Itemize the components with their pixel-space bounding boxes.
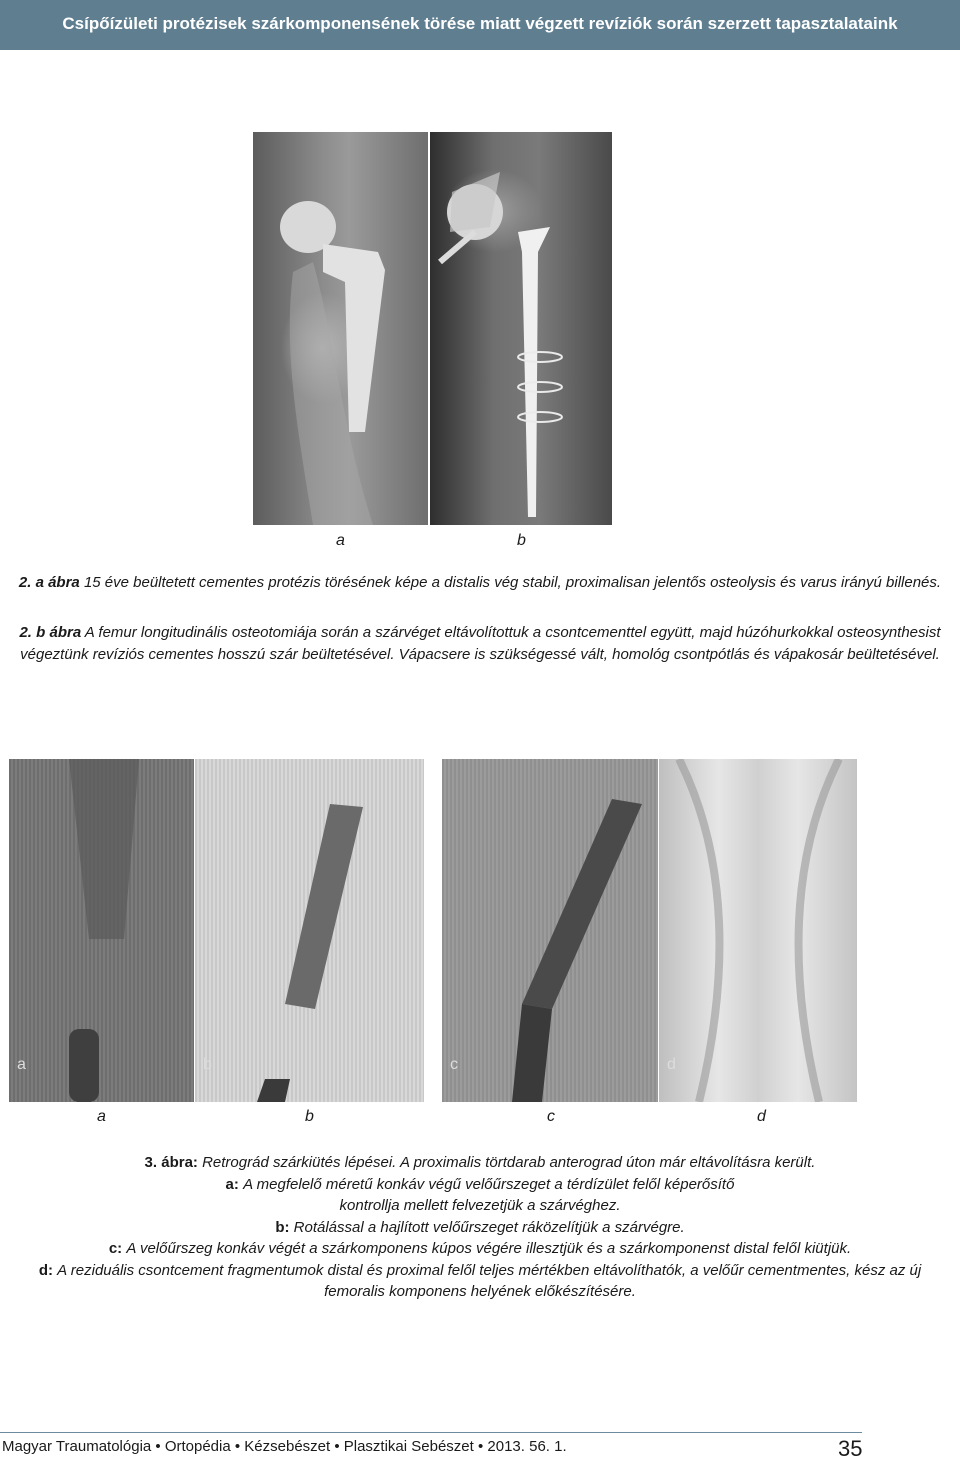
- running-header-title: Csípőízületi protézisek szárkomponensének törése miatt végzett revíziók során szerzett tapasztalataink: [62, 14, 898, 33]
- running-header: [0, 0, 960, 50]
- caption-text: A femur longitudinális osteotomiája során a szárvéget eltávolítottuk a csontcementtel együtt, majd húzóhurkokkal osteosynthesist végeztünk revíziós cementes hosszú szár beültetésével. Vápacsere is szükségessé vált, homológ csontpótlás és vápakosár beültetésével.: [20, 624, 941, 663]
- figure-3a-xray: [9, 759, 194, 1102]
- caption-item-text: Rotálással a hajlított velőűrszeget ráközelítjük a szárvégre.: [293, 1219, 685, 1236]
- figure-3-panel-label: c: [547, 1108, 555, 1125]
- footer-journal: Magyar Traumatológia • Ortopédia • Kézsebészet • Plasztikai Sebészet • 2013. 56. 1.: [2, 1438, 567, 1455]
- figure-2-panel-label: b: [517, 532, 526, 549]
- figure-3-inset-letter: b: [203, 1056, 212, 1073]
- figure-2-panel-label: a: [336, 532, 345, 549]
- figure-3c-xray: [442, 759, 658, 1102]
- caption-label: 2. b ábra: [19, 624, 82, 641]
- figure-3-caption-c: [10, 1238, 950, 1259]
- caption-item-label: d:: [38, 1262, 53, 1279]
- page-number: 35: [838, 1436, 863, 1461]
- figure-2b-xray: [430, 132, 612, 525]
- figure-3-caption-b: [10, 1217, 950, 1238]
- figure-3-caption-a: [220, 1174, 740, 1216]
- figure-3-panel-label: b: [305, 1108, 314, 1125]
- figure-3a-illustration: [9, 759, 194, 1102]
- caption-text: 15 éve beültetett cementes protézis törésének képe a distalis vég stabil, proximalisan jelentős osteolysis és varus irányú billenés.: [83, 574, 942, 591]
- figure-3-inset-letter: c: [450, 1056, 458, 1073]
- figure-2b-illustration: [430, 132, 612, 525]
- caption-item-label: a:: [225, 1176, 239, 1193]
- caption-item-label: c:: [108, 1240, 123, 1257]
- caption-label: 2. a ábra: [18, 574, 80, 591]
- caption-item-label: b:: [275, 1219, 290, 1236]
- caption-item-text: A reziduális csontcement fragmentumok distal és proximal felől teljes mértékben eltávolíthatók, a velőűr cementmentes, kész az új femoralis komponens helyének előkészítésére.: [57, 1262, 922, 1300]
- figure-3b-illustration: [195, 759, 424, 1102]
- figure-2a-xray: [253, 132, 428, 525]
- figure-3-inset-letter: d: [667, 1056, 676, 1073]
- figure-3-caption-d: [10, 1260, 950, 1302]
- figure-3b-xray: [195, 759, 424, 1102]
- caption-item-text: A megfelelő méretű konkáv végű velőűrszeget a térdízület felől képerősítő kontrollja mellett felvezetjük a szárvéghez.: [243, 1176, 735, 1214]
- figure-2a-illustration: [253, 132, 428, 525]
- figure-3-inset-letter: a: [17, 1056, 26, 1073]
- figure-3-caption-title: [10, 1152, 950, 1173]
- caption-text: Retrográd szárkiütés lépései. A proximalis törtdarab anterograd úton már eltávolításra került.: [202, 1154, 816, 1171]
- figure-3c-illustration: [442, 759, 658, 1102]
- figure-3d-illustration: [659, 759, 857, 1102]
- footer-rule: [0, 1432, 862, 1433]
- caption-item-text: A velőűrszeg konkáv végét a szárkomponens kúpos végére illesztjük és a szárkomponenst distal felől kiütjük.: [126, 1240, 852, 1257]
- figure-2b-caption: [10, 622, 950, 666]
- figure-3-panel-label: a: [97, 1108, 106, 1125]
- figure-3-panel-label: d: [757, 1108, 766, 1125]
- figure-3d-xray: [659, 759, 857, 1102]
- figure-2a-caption: [10, 572, 950, 594]
- caption-label: 3. ábra:: [144, 1154, 198, 1171]
